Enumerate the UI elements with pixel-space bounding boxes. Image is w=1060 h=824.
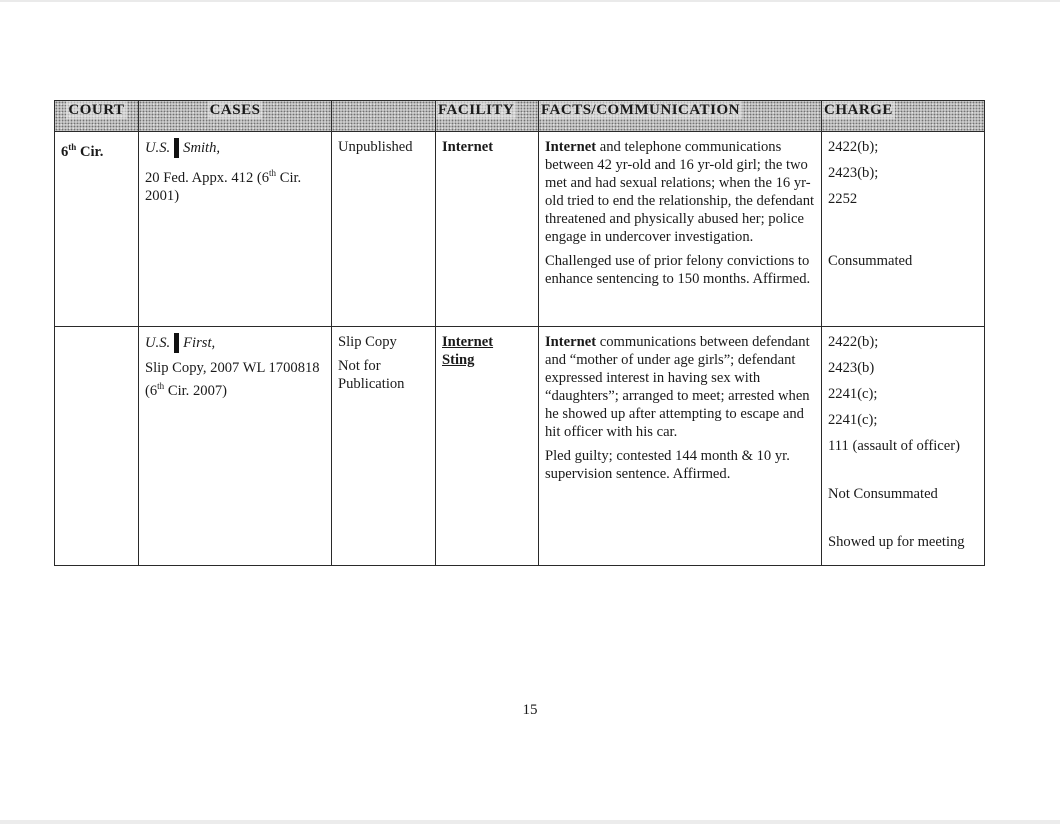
- facts-outcome: Challenged use of prior felony convictions to enhance sentencing to 150 months. Affirmed.: [545, 253, 811, 287]
- charge-item: 2241(c);: [828, 386, 878, 402]
- case-name: [145, 333, 215, 353]
- court-text: 6th Cir.: [61, 142, 104, 160]
- meeting-note: Showed up for meeting: [828, 534, 965, 550]
- facility-cell: [436, 132, 539, 327]
- facts-outcome: Pled guilty; contested 144 month & 10 yr. supervision sentence. Affirmed.: [545, 448, 790, 482]
- header-row: [55, 101, 985, 132]
- facts-body: communications between defendant and “mother of under age girls”; defendant expressed interest in having sex with “daughters”; arranged to meet; arrested when he showed up after attempting to escape and hit officer with his car.: [545, 334, 810, 440]
- publication-note: Not for Publication: [338, 358, 405, 392]
- header-facility: [436, 101, 539, 132]
- page-bottom-edge: [0, 820, 1060, 824]
- charge-item: 2241(c);: [828, 412, 878, 428]
- facts-paragraph: [545, 138, 815, 246]
- facts-cell: [539, 132, 822, 327]
- header-cases-label: CASES: [209, 102, 261, 118]
- page-number: 15: [522, 702, 538, 718]
- header-cases: [139, 101, 332, 132]
- facility-link-internet[interactable]: Internet: [442, 334, 494, 350]
- charge-item: 2422(b);: [828, 139, 879, 155]
- charge-cell: [822, 327, 985, 566]
- case-cell: [139, 132, 332, 327]
- court-cell: [55, 327, 139, 566]
- case-citation: Slip Copy, 2007 WL 1700818 (6th Cir. 2007): [145, 360, 320, 399]
- header-charge-label: CHARGE: [824, 102, 893, 118]
- table-row: [55, 327, 985, 566]
- table-row: [55, 132, 985, 327]
- facts-paragraph: [545, 333, 815, 441]
- header-facility-label: FACILITY: [438, 102, 515, 118]
- header-facts: [539, 101, 822, 132]
- case-citation: 20 Fed. Appx. 412 (6th Cir. 2001): [145, 168, 302, 204]
- header-facts-label: FACTS/COMMUNICATION: [541, 102, 740, 118]
- consummation-status: Not Consummated: [828, 486, 938, 502]
- court-cell: [55, 132, 139, 327]
- publication-cell: [332, 327, 436, 566]
- facility-cell: [436, 327, 539, 566]
- redaction-bar: [174, 333, 179, 353]
- consummation-status: Consummated: [828, 253, 913, 269]
- charge-item: 2252: [828, 191, 858, 207]
- charge-item: 2422(b);: [828, 334, 879, 350]
- charge-item: 2423(b): [828, 360, 875, 376]
- facility-link-sting[interactable]: Sting: [442, 352, 475, 368]
- case-prefix: U.S.: [145, 335, 171, 351]
- publication-status: Unpublished: [338, 139, 413, 155]
- charge-item: 2423(b);: [828, 165, 879, 181]
- facts-lead: Internet: [545, 334, 597, 350]
- publication-cell: [332, 132, 436, 327]
- header-court-label: COURT: [68, 102, 125, 118]
- case-party: Smith,: [183, 140, 221, 156]
- header-court: [55, 101, 139, 132]
- case-prefix: U.S.: [145, 140, 171, 156]
- case-name: [145, 138, 220, 158]
- charge-item: 111 (assault of officer): [828, 438, 960, 454]
- redaction-bar: [174, 138, 179, 158]
- charge-cell: [822, 132, 985, 327]
- publication-status: Slip Copy: [338, 334, 397, 350]
- facts-lead: Internet: [545, 139, 597, 155]
- case-party: First,: [183, 335, 216, 351]
- facility-text: Internet: [442, 139, 494, 155]
- header-publication: [332, 101, 436, 132]
- header-charge: [822, 101, 985, 132]
- page-top-edge: [0, 0, 1060, 2]
- case-cell: [139, 327, 332, 566]
- facts-body: and telephone communications between 42 yr-old and 16 yr-old girl; the two met and had sexual relations; when the 16 yr-old tried to end the relationship, the defendant threatened and physically abused her; police engage in undercover investigation.: [545, 139, 815, 245]
- cases-table: [54, 100, 985, 566]
- facts-cell: [539, 327, 822, 566]
